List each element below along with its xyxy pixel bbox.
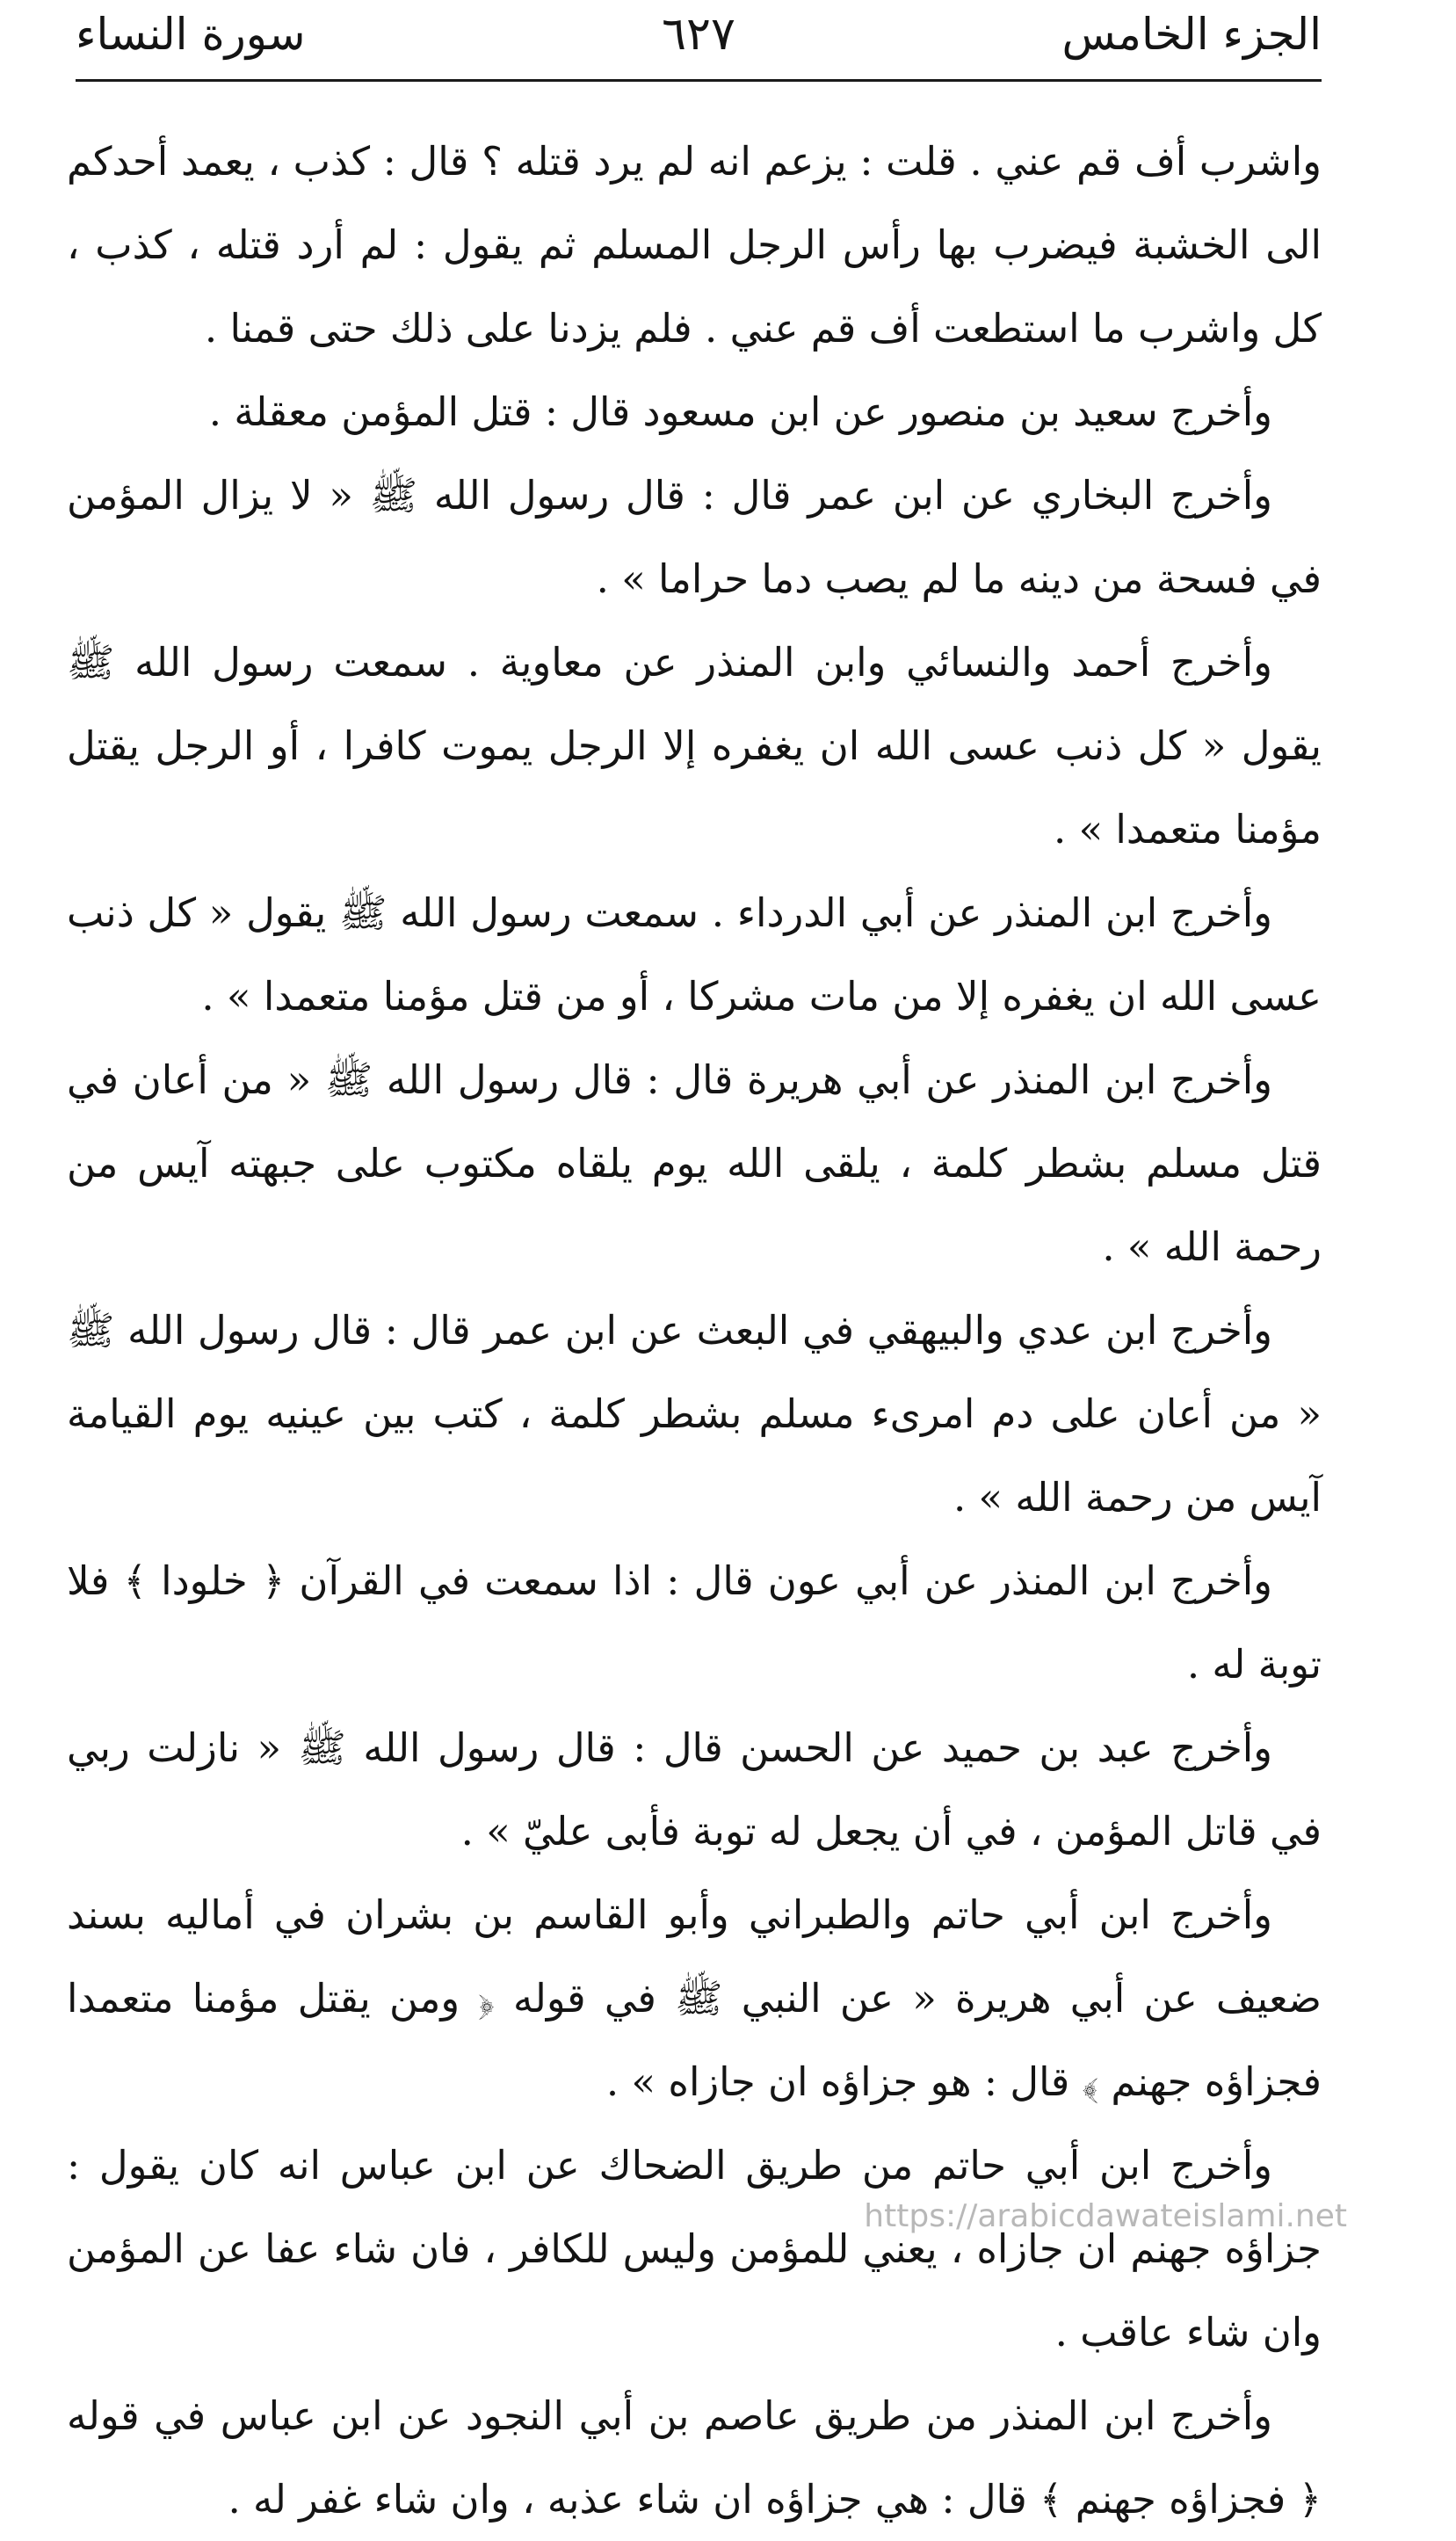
part-title: الجزء الخامس [1061,9,1322,60]
paragraph-12: وأخرج ابن المنذر من طريق عاصم بن أبي النجود عن ابن عباس في قوله ﴿ فجزاؤه جهنم ﴾ قال : هي جزاؤه ان شاء عذبه ، وان شاء غفر له . [67,2392,1322,2523]
paragraph-7: وأخرج ابن عدي والبيهقي في البعث عن ابن عمر قال : قال رسول الله ﷺ « من أعان على دم امرىء مسلم بشطر كلمة ، كتب بين عينيه يوم القيامة آيس من رحمة الله » . [67,1307,1322,1521]
paragraph-9: وأخرج عبد بن حميد عن الحسن قال : قال رسول الله ﷺ « نازلت ربي في قاتل المؤمن ، في أن يجعل له توبة فأبى عليّ » . [67,1724,1322,1855]
page-body [67,120,1322,2541]
paragraph-6: وأخرج ابن المنذر عن أبي هريرة قال : قال رسول الله ﷺ « من أعان في قتل مسلم بشطر كلمة ، يلقى الله يوم يلقاه مكتوب على جبهته آيس من رحمة الله » . [67,1056,1322,1270]
paragraph-4: وأخرج أحمد والنسائي وابن المنذر عن معاوية . سمعت رسول الله ﷺ يقول « كل ذنب عسى الله ان يغفره إلا الرجل يموت كافرا ، أو الرجل يقتل مؤمنا متعمدا » . [67,639,1322,853]
page-number: ٦٢٧ [662,8,735,61]
paragraph-5: وأخرج ابن المنذر عن أبي الدرداء . سمعت رسول الله ﷺ يقول « كل ذنب عسى الله ان يغفره إلا من مات مشركا ، أو من قتل مؤمنا متعمدا » . [67,889,1322,1020]
header-divider [76,79,1322,82]
paragraph-8: وأخرج ابن المنذر عن أبي عون قال : اذا سمعت في القرآن ﴿ خلودا ﴾ فلا توبة له . [67,1557,1322,1688]
paragraph-11: وأخرج ابن أبي حاتم من طريق الضحاك عن ابن عباس انه كان يقول : جزاؤه جهنم ان جازاه ، يعني للمؤمن وليس للكافر ، فان شاء عفا عن المؤمن وان شاء عاقب . [67,2142,1322,2356]
surah-title: سورة النساء [76,9,306,60]
paragraph-3: وأخرج البخاري عن ابن عمر قال : قال رسول الله ﷺ « لا يزال المؤمن في فسحة من دينه ما لم يصب دما حراما » . [67,472,1322,602]
paragraph-10: وأخرج ابن أبي حاتم والطبراني وأبو القاسم بن بشران في أماليه بسند ضعيف عن أبي هريرة « عن النبي ﷺ في قوله ﴿ ومن يقتل مؤمنا متعمدا فجزاؤه جهنم ﴾ قال : هو جزاؤه ان جازاه » . [67,1891,1322,2105]
page-header [76,4,1322,76]
watermark-url: https://arabicdawateislami.net [864,2198,1347,2234]
paragraph-2: وأخرج سعيد بن منصور عن ابن مسعود قال : قتل المؤمن معقلة . [208,388,1272,435]
paragraph-1: واشرب أف قم عني . قلت : يزعم انه لم يرد قتله ؟ قال : كذب ، يعمد أحدكم الى الخشبة فيضرب بها رأس الرجل المسلم ثم يقول : لم أرد قتله ، كذب ، كل واشرب ما استطعت أف قم عني . فلم يزدنا على ذلك حتى قمنا . [67,138,1322,352]
